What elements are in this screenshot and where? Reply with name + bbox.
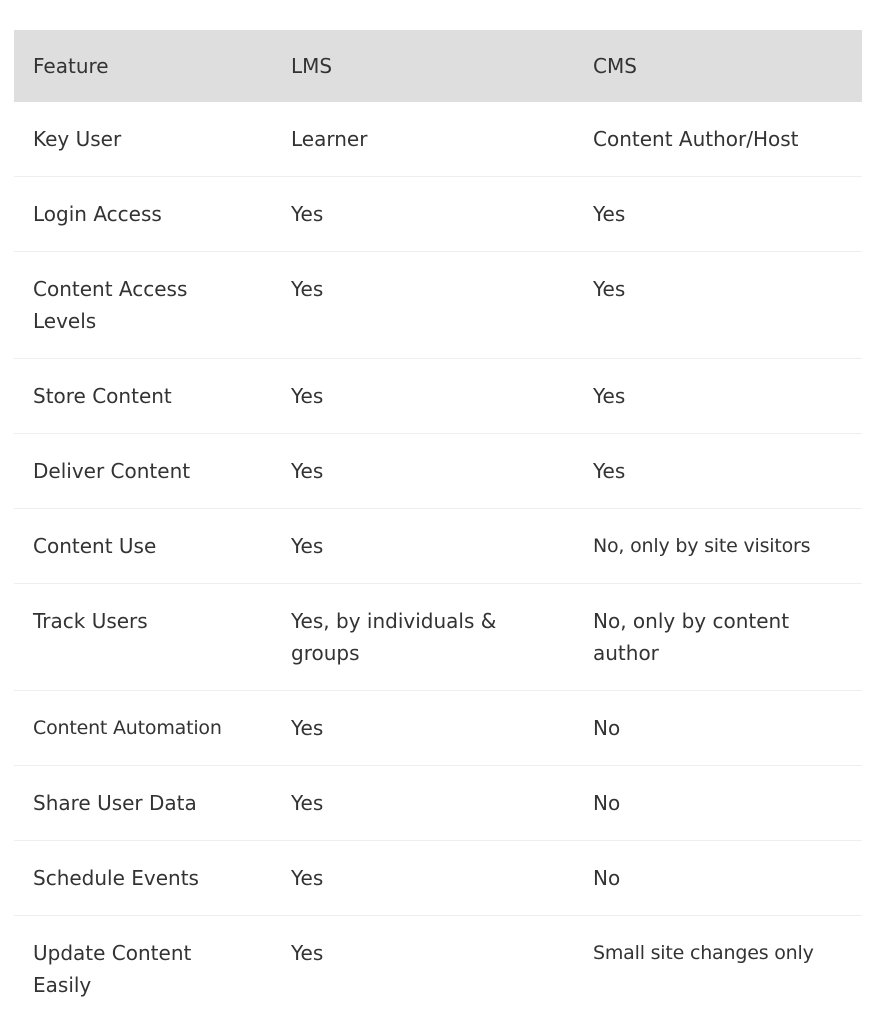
- cell-feature: Content Access Levels: [14, 252, 272, 359]
- cell-feature: Update Content Easily: [33, 941, 192, 997]
- cell-feature: Track Users: [14, 584, 272, 691]
- cell-cms: Yes: [574, 359, 862, 434]
- table-row: [14, 841, 862, 916]
- header-cms: CMS: [593, 54, 637, 78]
- cell-lms: Yes: [272, 434, 574, 509]
- cell-lms: Yes: [272, 691, 574, 766]
- cell-feature: Login Access: [14, 177, 272, 252]
- cell-cms: No: [574, 766, 862, 841]
- table-row: [14, 766, 862, 841]
- cell-feature: Key User: [14, 102, 272, 177]
- cell-cms: No, only by site visitors: [574, 509, 862, 584]
- cell-cms: No, only by content author: [574, 584, 862, 691]
- table-row: [14, 509, 862, 584]
- table-header: [14, 30, 862, 102]
- cell-cms: No: [574, 691, 862, 766]
- table-row: [14, 102, 862, 177]
- cell-lms: Yes: [272, 359, 574, 434]
- cell-cms: Small site changes only: [593, 942, 814, 964]
- cell-feature: Schedule Events: [14, 841, 272, 916]
- cell-cms: Yes: [574, 434, 862, 509]
- cell-lms: Yes: [272, 841, 574, 916]
- cell-lms: Yes: [272, 252, 574, 359]
- table-row: [14, 916, 862, 1023]
- table-row: [14, 584, 862, 691]
- header-feature: Feature: [33, 54, 109, 78]
- header-lms: LMS: [291, 54, 333, 78]
- cell-feature: Deliver Content: [14, 434, 272, 509]
- cell-lms: Yes: [272, 177, 574, 252]
- cell-lms: Yes, by individuals & groups: [272, 584, 574, 691]
- cell-cms: Yes: [574, 252, 862, 359]
- header-row: [14, 30, 862, 102]
- cell-lms: Yes: [272, 509, 574, 584]
- cell-lms: Yes: [272, 766, 574, 841]
- table-row: [14, 177, 862, 252]
- table-row: [14, 359, 862, 434]
- table-row: [14, 691, 862, 766]
- cell-feature: Store Content: [14, 359, 272, 434]
- cell-feature: Content Use: [14, 509, 272, 584]
- lms-cms-comparison-table: [14, 30, 862, 1022]
- table-row: [14, 434, 862, 509]
- cell-feature: Share User Data: [14, 766, 272, 841]
- cell-cms: Content Author/Host: [574, 102, 862, 177]
- table-body: [14, 102, 862, 1022]
- cell-feature: Content Automation: [14, 691, 272, 766]
- comparison-table-container: [14, 30, 862, 1022]
- table-row: [14, 252, 862, 359]
- cell-cms: No: [574, 841, 862, 916]
- cell-lms: Yes: [291, 941, 324, 965]
- cell-cms: Yes: [574, 177, 862, 252]
- cell-lms: Learner: [272, 102, 574, 177]
